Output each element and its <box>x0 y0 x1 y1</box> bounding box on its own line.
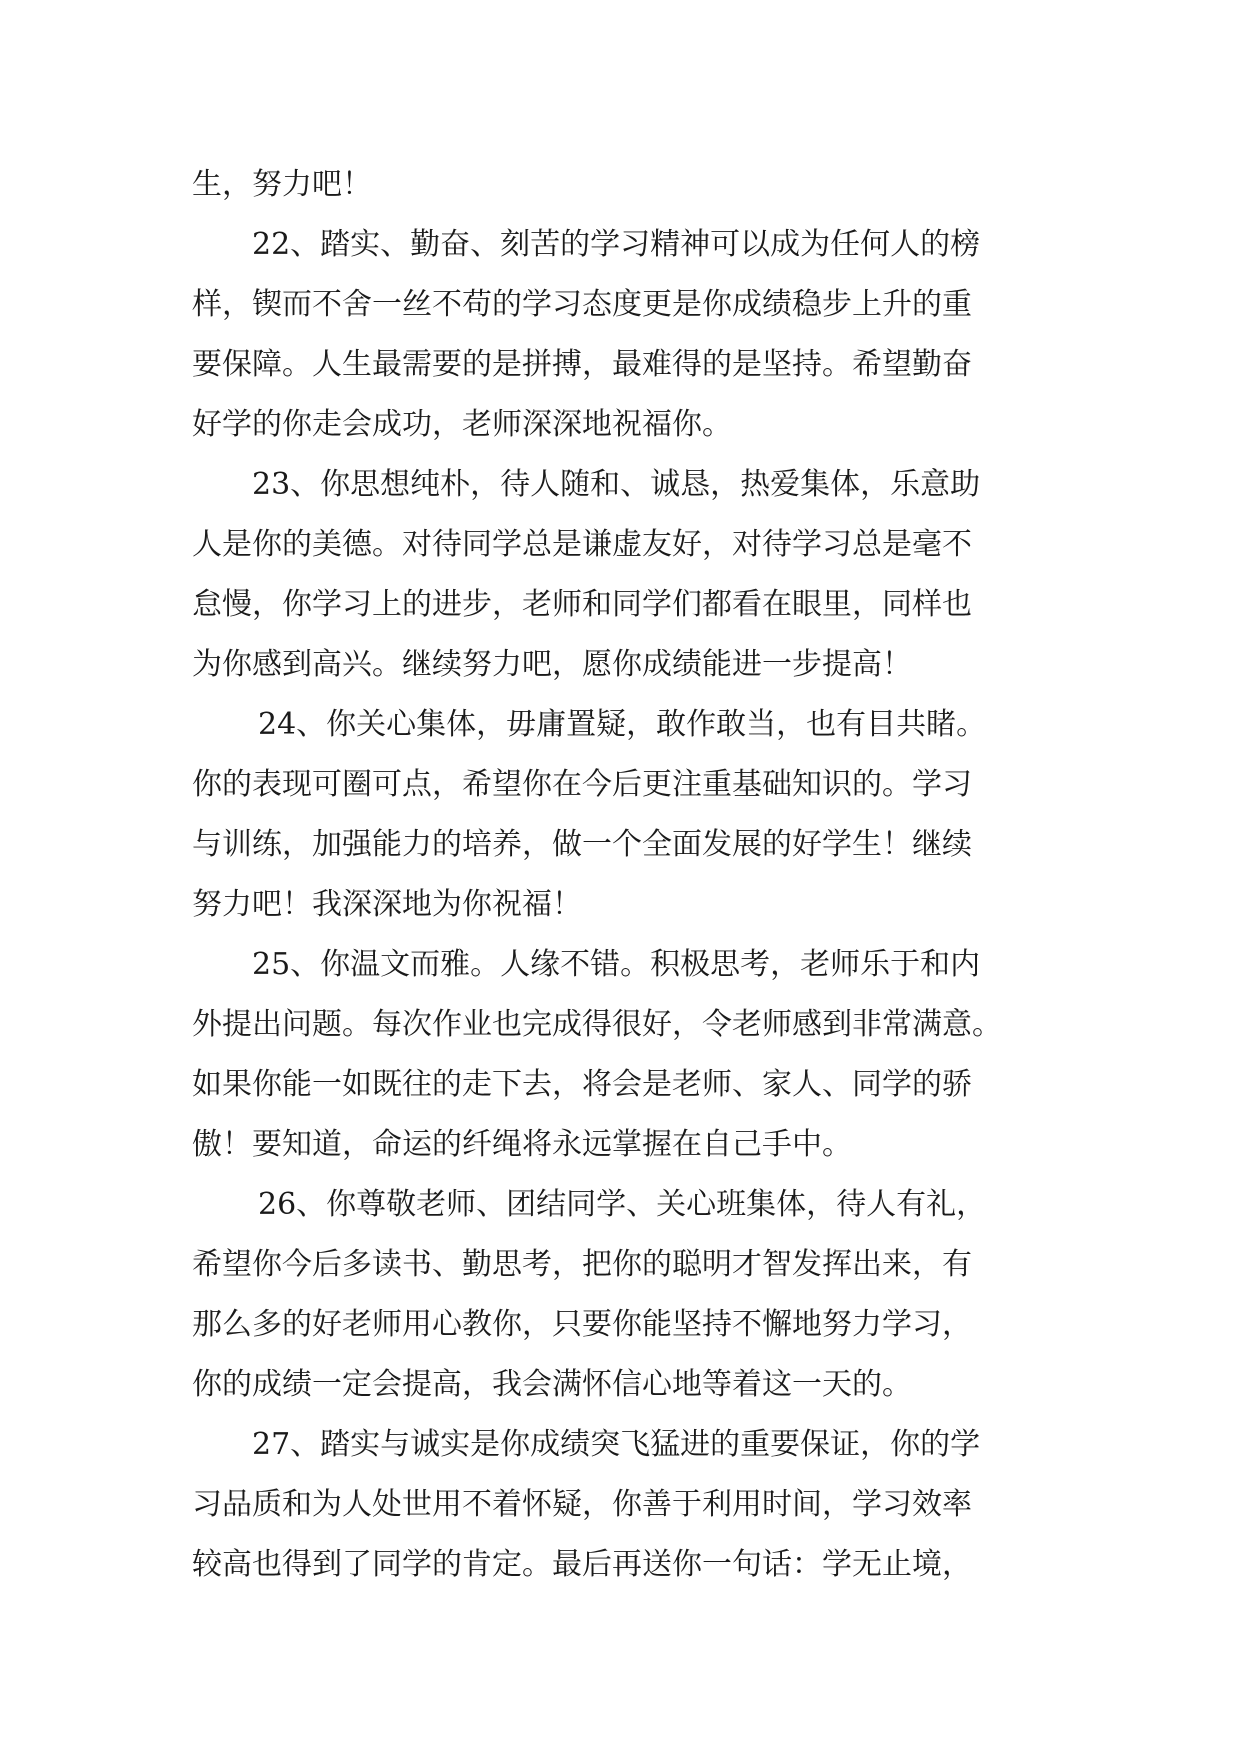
text-line: 如果你能一如既往的走下去，将会是老师、家人、同学的骄 <box>192 1067 972 1102</box>
text-line: 要保障。人生最需要的是拼搏，最难得的是坚持。希望勤奋 <box>192 347 972 382</box>
text-line: 样，锲而不舍一丝不苟的学习态度更是你成绩稳步上升的重 <box>192 287 972 322</box>
paragraph-25-start: 25、你温文而雅。人缘不错。积极思考，老师乐于和内 <box>252 947 981 982</box>
paragraph-22-start: 22、踏实、勤奋、刻苦的学习精神可以成为任何人的榜 <box>252 227 981 262</box>
text-line: 那么多的好老师用心教你，只要你能坚持不懈地努力学习， <box>192 1307 972 1342</box>
text-line: 你的成绩一定会提高，我会满怀信心地等着这一天的。 <box>192 1367 912 1402</box>
text-line: 与训练，加强能力的培养，做一个全面发展的好学生！继续 <box>192 827 972 862</box>
paragraph-26-start: 26、你尊敬老师、团结同学、关心班集体，待人有礼， <box>258 1187 987 1222</box>
text-line: 努力吧！我深深地为你祝福！ <box>192 887 582 922</box>
text-line: 较高也得到了同学的肯定。最后再送你一句话：学无止境， <box>192 1547 972 1582</box>
text-line: 习品质和为人处世用不着怀疑，你善于利用时间，学习效率 <box>192 1487 972 1522</box>
paragraph-24-start: 24、你关心集体，毋庸置疑，敢作敢当，也有目共睹。 <box>258 707 987 742</box>
text-line: 希望你今后多读书、勤思考，把你的聪明才智发挥出来，有 <box>192 1247 972 1282</box>
text-line: 外提出问题。每次作业也完成得很好，令老师感到非常满意。 <box>192 1007 1002 1042</box>
text-line: 傲！要知道，命运的纤绳将永远掌握在自己手中。 <box>192 1127 852 1162</box>
text-line: 人是你的美德。对待同学总是谦虚友好，对待学习总是毫不 <box>192 527 972 562</box>
text-line: 生，努力吧！ <box>192 167 372 202</box>
text-line: 为你感到高兴。继续努力吧，愿你成绩能进一步提高！ <box>192 647 912 682</box>
paragraph-27-start: 27、踏实与诚实是你成绩突飞猛进的重要保证，你的学 <box>252 1427 981 1462</box>
paragraph-23-start: 23、你思想纯朴，待人随和、诚恳，热爱集体，乐意助 <box>252 467 981 502</box>
text-line: 你的表现可圈可点，希望你在今后更注重基础知识的。学习 <box>192 767 972 802</box>
text-line: 怠慢，你学习上的进步，老师和同学们都看在眼里，同样也 <box>192 587 972 622</box>
text-line: 好学的你走会成功，老师深深地祝福你。 <box>192 407 732 442</box>
